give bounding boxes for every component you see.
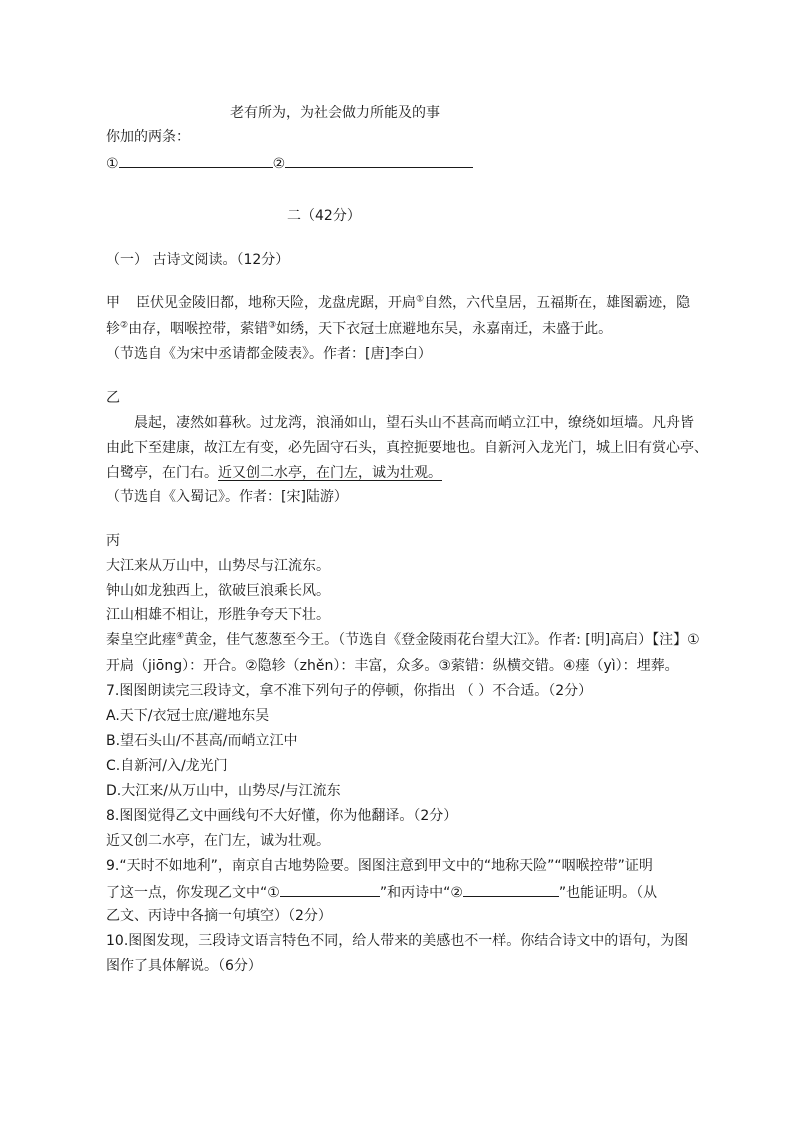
q8-stem: 8.图图觉得乙文中画线句不大好懂，你为他翻译。（2分） [106, 808, 458, 824]
item-title: 老有所为，为社会做力所能及的事 [230, 105, 440, 121]
q10-line-2: 图作了具体解说。（6分） [106, 958, 262, 974]
poem-line-3: 江山相雄不相让，形胜争夸天下壮。 [106, 607, 330, 623]
poem-line-1: 大江来从万山中，山势尽与江流东。 [106, 558, 330, 574]
answer-blanks [106, 153, 700, 173]
q9-line-3: 乙文、丙诗中各摘一句填空）（2分） [106, 908, 332, 924]
subsection-title: （一） 古诗文阅读。（12分） [106, 252, 290, 268]
jia-source: （节选自《为宋中丞请都金陵表》。作者：[唐]李白） [106, 346, 432, 362]
q7-option-c: C.自新河/入/龙光门 [106, 758, 228, 774]
section-title: 二（42分） [287, 208, 361, 224]
q9-line-2: 了这一点，你发现乙文中“① ”和丙诗中“② ”也能证明。（从 [106, 882, 700, 902]
jia-line-1: 甲 臣伏见金陵旧都，地称天险，龙盘虎踞，开扃①自然，六代皇居，五福斯在，雄图霸迹，隐 [106, 294, 691, 311]
yi-line-1: 晨起，凄然如暮秋。过龙湾，浪涌如山，望石头山不甚高而峭立江中，缭绕如垣墙。凡舟皆 [134, 415, 694, 431]
jia-line-2: 轸②由存，咽喉控带，萦错③如绣，天下衣冠士庶避地东吴，永嘉南迁，未盛于此。 [106, 320, 613, 337]
q9-line-1: 9.“天时不如地利”，南京自古地势险要。图图注意到甲文中的“地称天险”“咽喉控带”证明 [106, 858, 653, 874]
underlined-sentence: 近又创二水亭，在门左，诚为壮观。 [218, 465, 442, 481]
q7-option-b: B.望石头山/不甚高/而峭立江中 [106, 733, 298, 749]
yi-line-3: 白鹭亭，在门右。近又创二水亭，在门左，诚为壮观。 [106, 465, 442, 481]
your-two-label: 你加的两条： [106, 129, 190, 145]
yi-line-2: 由此下至建康，故江左有变，必先固守石头，真控扼要地也。自新河入龙光门，城上旧有赏心亭、 [106, 440, 708, 456]
q8-sentence: 近又创二水亭，在门左，诚为壮观。 [106, 833, 330, 849]
blank-marker-2: ② [272, 156, 286, 172]
notes-line: 开扃（jiōng）：开合。②隐轸（zhěn）：丰富，众多。③萦错：纵横交错。④瘗（yì）：埋葬。 [106, 658, 679, 674]
blank-marker-1: ① [106, 156, 119, 172]
answer-blank-1[interactable] [119, 153, 273, 168]
q9-blank-2[interactable] [463, 882, 559, 897]
q9-blank-1[interactable] [280, 882, 380, 897]
q7-option-a: A.天下/衣冠士庶/避地东吴 [106, 708, 270, 724]
poem-line-2: 钟山如龙独西上，欲破巨浪乘长风。 [106, 583, 330, 599]
q7-option-d: D.大江来/从万山中，山势尽/与江流东 [106, 783, 341, 799]
yi-label: 乙 [106, 390, 120, 406]
answer-blank-2[interactable] [285, 153, 473, 168]
jia-label: 甲 [106, 295, 120, 311]
q10-line-1: 10.图图发现，三段诗文语言特色不同，给人带来的美感也不一样。你结合诗文中的语句，为图 [106, 933, 689, 949]
poem-line-4: 秦皇空此瘗④黄金，佳气葱葱至今王。（节选自《登金陵雨花台望大江》。作者: [明]高启）【注】① [106, 631, 700, 648]
yi-source: （节选自《入蜀记》。作者：[宋]陆游） [106, 489, 348, 505]
bing-label: 丙 [106, 533, 120, 549]
q7-stem: 7.图图朗读完三段诗文，拿不准下列句子的停顿，你指出 （ ）不合适。（2分） [106, 683, 593, 699]
